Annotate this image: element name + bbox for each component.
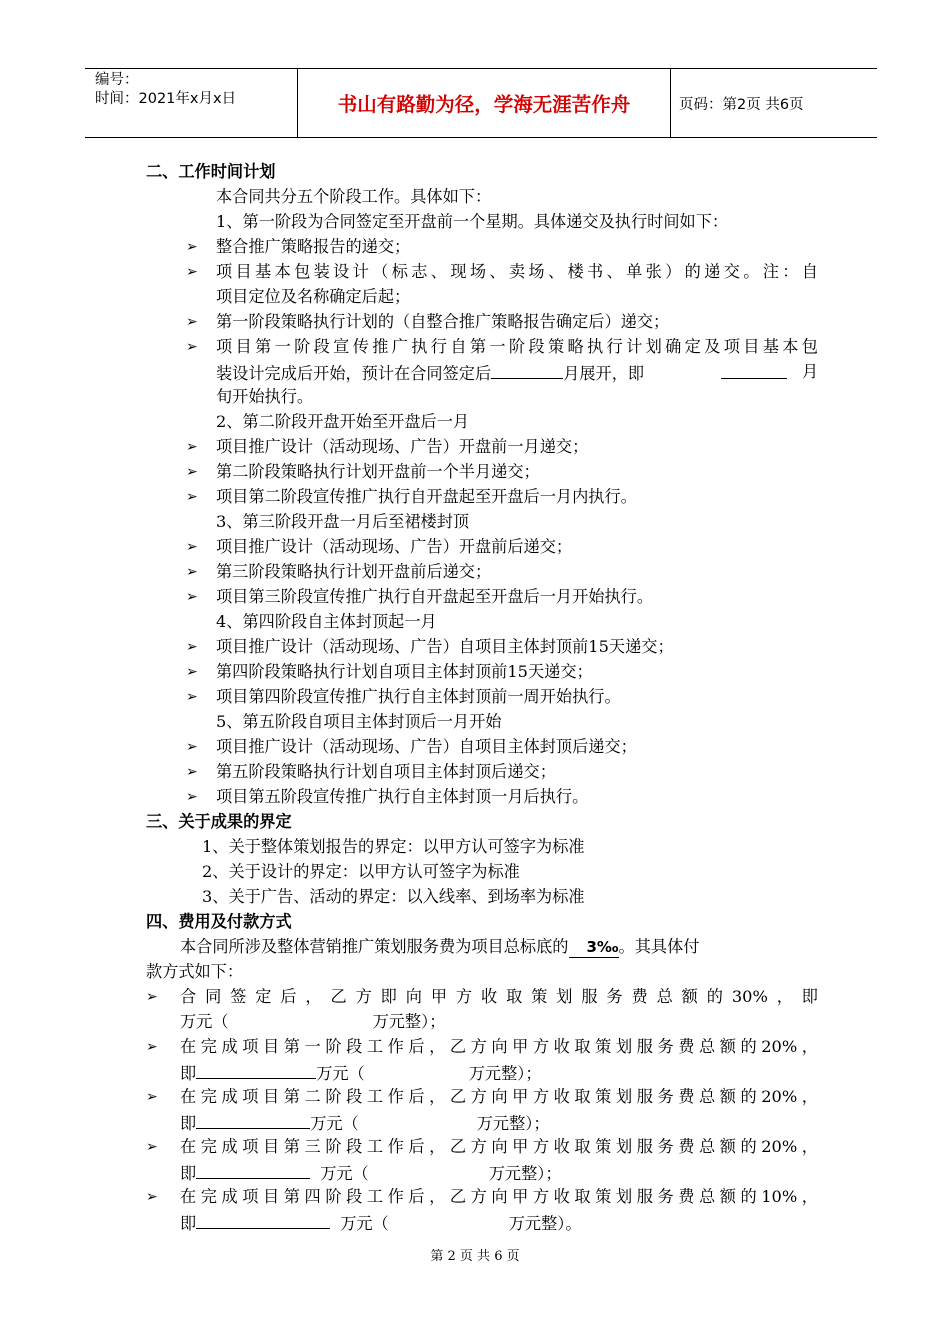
paragraph: 4、第四阶段自主体封顶起一月 — [216, 612, 437, 631]
header-page-label: 页码：第2页 共6页 — [679, 96, 804, 113]
text-run: 即 — [180, 1064, 197, 1083]
text-run: 即 — [180, 1114, 197, 1133]
text-run: 月 — [802, 362, 819, 381]
paragraph — [180, 937, 699, 958]
list-item: 项目推广设计（活动现场、广告）自项目主体封顶前15天递交； — [216, 637, 674, 656]
page-header — [85, 68, 877, 138]
list-item-continued — [180, 1012, 445, 1032]
paragraph: 2、关于设计的界定：以甲方认可签字为标准 — [202, 862, 520, 881]
list-item: 第四阶段策略执行计划自项目主体封顶前15天递交； — [216, 662, 593, 681]
arrow-bullet-icon: ➢ — [186, 539, 198, 555]
list-item: 项目推广设计（活动现场、广告）自项目主体封顶后递交； — [216, 737, 637, 756]
list-item: 第三阶段策略执行计划开盘前后递交； — [216, 562, 492, 581]
text-run: 装设计完成后开始，预计在合同签定后 — [216, 364, 492, 383]
list-item: 项目第四阶段宣传推广执行自主体封顶前一周开始执行。 — [216, 687, 621, 706]
arrow-bullet-icon: ➢ — [186, 764, 198, 780]
text-run: 万元整）； — [372, 1012, 446, 1031]
list-item: 项目推广设计（活动现场、广告）开盘前后递交； — [216, 537, 573, 556]
fee-rate: 3‰ — [569, 937, 619, 958]
text-run: 万元整）； — [476, 1114, 550, 1133]
arrow-bullet-icon: ➢ — [186, 439, 198, 455]
list-item: 在完成项目第二阶段工作后，乙方向甲方收取策划服务费总额的20%， — [180, 1087, 818, 1106]
text-run: 万元（ — [320, 1164, 369, 1183]
arrow-bullet-icon: ➢ — [186, 489, 198, 505]
blank-field[interactable] — [196, 1062, 316, 1079]
text-run: 万元（ — [310, 1114, 359, 1133]
list-item: 项目第一阶段宣传推广执行自第一阶段策略执行计划确定及项目基本包 — [216, 337, 818, 356]
blank-field[interactable] — [196, 1162, 310, 1179]
list-item: 合同签定后，乙方即向甲方收取策划服务费总额的30%，即 — [180, 987, 818, 1006]
list-item: 项目第三阶段宣传推广执行自开盘起至开盘后一月开始执行。 — [216, 587, 654, 606]
list-item: 第二阶段策略执行计划开盘前一个半月递交； — [216, 462, 540, 481]
text-run: 本合同所涉及整体营销推广策划服务费为项目总标底的 — [180, 937, 569, 956]
arrow-bullet-icon: ➢ — [186, 339, 198, 355]
arrow-bullet-icon: ➢ — [186, 239, 198, 255]
arrow-bullet-icon: ➢ — [146, 1189, 158, 1205]
list-item-continued — [180, 1112, 550, 1134]
list-item: 第五阶段策略执行计划自项目主体封顶后递交； — [216, 762, 556, 781]
doc-time-label: 时间：2021年x月x日 — [95, 91, 237, 107]
paragraph: 5、第五阶段自项目主体封顶后一月开始 — [216, 712, 502, 731]
header-motto: 书山有路勤为径，学海无涯苦作舟 — [298, 69, 671, 137]
list-item: 项目推广设计（活动现场、广告）开盘前一月递交； — [216, 437, 589, 456]
list-item: 在完成项目第一阶段工作后，乙方向甲方收取策划服务费总额的20%， — [180, 1037, 818, 1056]
arrow-bullet-icon: ➢ — [146, 1089, 158, 1105]
paragraph: 3、关于广告、活动的界定：以入线率、到场率为标准 — [202, 887, 585, 906]
doc-number-label: 编号： — [95, 72, 139, 88]
arrow-bullet-icon: ➢ — [186, 689, 198, 705]
arrow-bullet-icon: ➢ — [186, 664, 198, 680]
list-item-continued — [721, 362, 787, 384]
blank-field[interactable] — [196, 1112, 310, 1129]
list-item-continued — [180, 1062, 542, 1084]
blank-field[interactable] — [196, 1212, 330, 1229]
arrow-bullet-icon: ➢ — [186, 564, 198, 580]
list-item: 在完成项目第四阶段工作后，乙方向甲方收取策划服务费总额的10%， — [180, 1187, 818, 1206]
text-run: 万元（ — [316, 1064, 365, 1083]
blank-field[interactable] — [491, 362, 563, 379]
paragraph: 2、第二阶段开盘开始至开盘后一月 — [216, 412, 470, 431]
text-run: 万元整）； — [468, 1064, 542, 1083]
arrow-bullet-icon: ➢ — [186, 639, 198, 655]
list-item-continued — [216, 362, 644, 384]
text-run: 万元整）； — [488, 1164, 562, 1183]
arrow-bullet-icon: ➢ — [186, 264, 198, 280]
arrow-bullet-icon: ➢ — [146, 1139, 158, 1155]
arrow-bullet-icon: ➢ — [186, 739, 198, 755]
list-item: 整合推广策略报告的递交； — [216, 237, 411, 256]
list-item-continued — [180, 1212, 582, 1234]
list-item: 在完成项目第三阶段工作后，乙方向甲方收取策划服务费总额的20%， — [180, 1137, 818, 1156]
text-run: 即 — [180, 1214, 197, 1233]
paragraph: 本合同共分五个阶段工作。具体如下： — [216, 187, 492, 206]
text-run: 。其具体付 — [618, 937, 700, 956]
list-item-continued: 旬开始执行。 — [216, 387, 314, 406]
list-item-continued: 项目定位及名称确定后起； — [216, 287, 411, 306]
text-run: 月展开，即 — [563, 364, 645, 383]
paragraph: 3、第三阶段开盘一月后至裙楼封顶 — [216, 512, 470, 531]
list-item-continued — [180, 1162, 562, 1184]
text-run: 即 — [180, 1164, 197, 1183]
arrow-bullet-icon: ➢ — [186, 314, 198, 330]
section-title: 二、工作时间计划 — [146, 162, 276, 181]
arrow-bullet-icon: ➢ — [146, 1039, 158, 1055]
section-title: 三、关于成果的界定 — [146, 812, 292, 831]
list-item: 项目第二阶段宣传推广执行自开盘起至开盘后一月内执行。 — [216, 487, 637, 506]
list-item: 第一阶段策略执行计划的（自整合推广策略报告确定后）递交； — [216, 312, 670, 331]
blank-field[interactable] — [721, 362, 787, 379]
list-item: 项目基本包装设计（标志、现场、卖场、楼书、单张）的递交。注：自 — [216, 262, 818, 281]
text-run: 万元（ — [340, 1214, 389, 1233]
paragraph: 1、关于整体策划报告的界定：以甲方认可签字为标准 — [202, 837, 585, 856]
page-footer: 第 2 页 共 6 页 — [430, 1249, 520, 1264]
list-item: 项目第五阶段宣传推广执行自主体封顶一月后执行。 — [216, 787, 589, 806]
header-left-cell — [85, 69, 298, 137]
paragraph: 1、第一阶段为合同签定至开盘前一个星期。具体递交及执行时间如下： — [216, 212, 729, 231]
arrow-bullet-icon: ➢ — [186, 589, 198, 605]
paragraph-continued: 款方式如下： — [146, 962, 244, 981]
arrow-bullet-icon: ➢ — [146, 989, 158, 1005]
section-title: 四、费用及付款方式 — [146, 912, 292, 931]
text-run: 万元（ — [180, 1012, 229, 1031]
arrow-bullet-icon: ➢ — [186, 789, 198, 805]
text-run: 万元整）。 — [508, 1214, 582, 1233]
arrow-bullet-icon: ➢ — [186, 464, 198, 480]
